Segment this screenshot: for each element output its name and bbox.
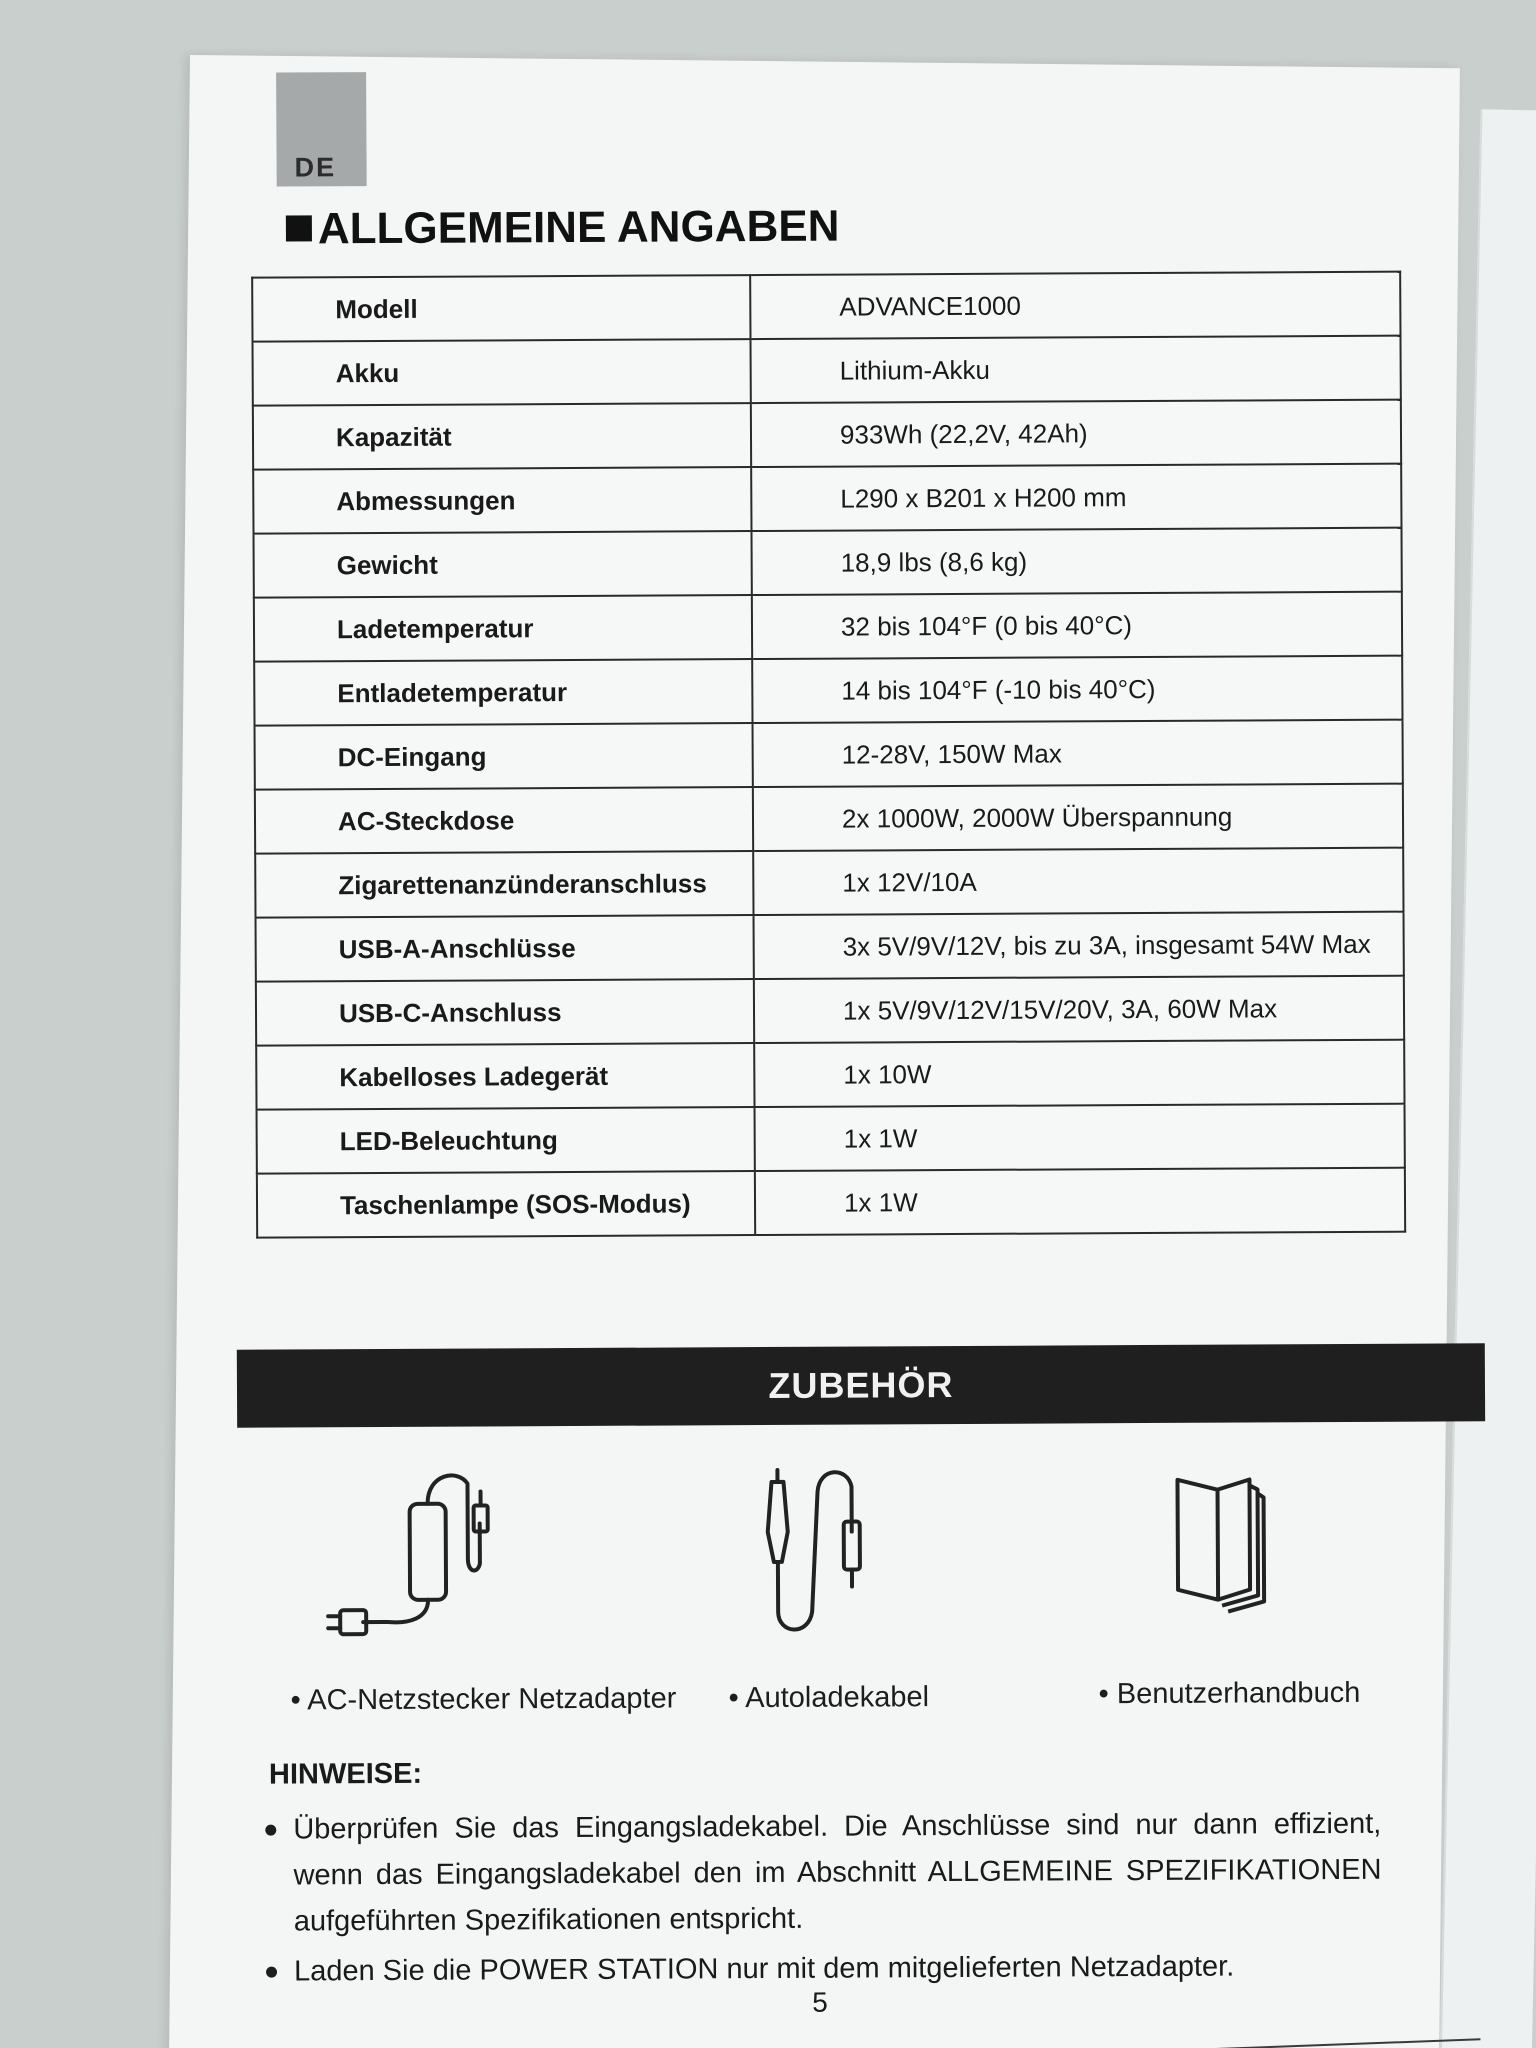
spec-label: Kabelloses Ladegerät (256, 1043, 754, 1110)
footer-rule (241, 2038, 1480, 2048)
spec-value: 1x 10W (754, 1040, 1404, 1107)
accessories-heading-bar (237, 1343, 1485, 1428)
spec-row (255, 784, 1403, 854)
spec-label: LED-Beleuchtung (257, 1107, 755, 1174)
spec-value: 32 bis 104°F (0 bis 40°C) (752, 592, 1402, 659)
spec-label: Ladetemperatur (254, 595, 752, 662)
spec-value: ADVANCE1000 (750, 272, 1400, 339)
title-square-icon (286, 215, 312, 241)
spec-row (257, 1104, 1405, 1174)
spec-row (254, 656, 1402, 726)
spec-row (254, 592, 1402, 662)
note-item: Laden Sie die POWER STATION nur mit dem mitgelieferten Netzadapter. (262, 1943, 1382, 1995)
spec-label: Modell (252, 275, 750, 342)
spec-label: Akku (253, 339, 751, 406)
specs-table (251, 271, 1406, 1239)
spec-value: 14 bis 104°F (-10 bis 40°C) (752, 656, 1402, 723)
accessory-label-manual: • Benutzerhandbuch (1098, 1676, 1361, 1711)
spec-row (252, 272, 1400, 342)
accessory-power-adapter (287, 1463, 548, 1644)
spec-value: 1x 5V/9V/12V/15V/20V, 3A, 60W Max (754, 976, 1404, 1043)
section-title (286, 202, 840, 255)
spec-value: L290 x B201 x H200 mm (751, 464, 1401, 531)
page-content (190, 48, 1470, 2048)
spec-value: 18,9 lbs (8,6 kg) (752, 528, 1402, 595)
spec-row (256, 1040, 1404, 1110)
spec-label: Entladetemperatur (254, 659, 752, 726)
spec-value: 1x 1W (755, 1104, 1405, 1171)
spec-label: DC-Eingang (255, 723, 753, 790)
page-number: 5 (812, 1986, 828, 2018)
spec-value: 1x 12V/10A (753, 848, 1403, 915)
spec-label: Kapazität (253, 403, 751, 470)
accessory-label-power-adapter: • AC-Netzstecker Netzadapter (290, 1682, 677, 1717)
language-tab (276, 72, 367, 186)
accessory-manual (1127, 1459, 1308, 1620)
spec-label: USB-C-Anschluss (256, 979, 754, 1046)
spec-value: Lithium-Akku (750, 336, 1400, 403)
spec-row (253, 464, 1401, 534)
accessories-heading: ZUBEHÖR (768, 1364, 954, 1406)
accessory-label-car-charger: • Autoladekabel (728, 1681, 930, 1715)
spec-value: 12-28V, 150W Max (753, 720, 1403, 787)
spec-row (253, 400, 1401, 470)
spec-value: 2x 1000W, 2000W Überspannung (753, 784, 1403, 851)
notes-list (261, 1801, 1382, 1999)
manual-page (169, 55, 1460, 2048)
spec-row (254, 528, 1402, 598)
notes-heading: HINWEISE: (268, 1757, 423, 1791)
spec-label: USB-A-Anschlüsse (256, 915, 754, 982)
spec-row (256, 976, 1404, 1046)
section-title-text: ALLGEMEINE ANGABEN (317, 201, 840, 254)
spec-label: Zigarettenanzünderanschluss (255, 851, 753, 918)
specs-table-body (252, 272, 1405, 1238)
spec-row (255, 848, 1403, 918)
spec-value: 933Wh (22,2V, 42Ah) (751, 400, 1401, 467)
accessory-car-charger (717, 1461, 918, 1642)
language-tab-label: DE (294, 152, 337, 183)
spec-value: 3x 5V/9V/12V, bis zu 3A, insgesamt 54W Max (754, 912, 1404, 979)
manual-icon (1157, 1459, 1278, 1620)
spec-label: Taschenlampe (SOS-Modus) (257, 1171, 755, 1238)
spec-row (257, 1168, 1405, 1238)
spec-label: Abmessungen (253, 467, 751, 534)
car-charger-icon (747, 1461, 888, 1642)
note-item: Überprüfen Sie das Eingangsladekabel. Die Anschlüsse sind nur dann effizient, wenn das Eingangsladekabel den im Abschnitt ALLGEMEINE SPEZIFIKATIONEN aufgeführten Spezifikationen entspricht. (261, 1801, 1382, 1945)
spec-label: Gewicht (254, 531, 752, 598)
power-adapter-icon (317, 1463, 518, 1644)
spec-label: AC-Steckdose (255, 787, 753, 854)
spec-value: 1x 1W (755, 1168, 1405, 1235)
spec-row (256, 912, 1404, 982)
spec-row (255, 720, 1403, 790)
spec-row (253, 336, 1401, 406)
